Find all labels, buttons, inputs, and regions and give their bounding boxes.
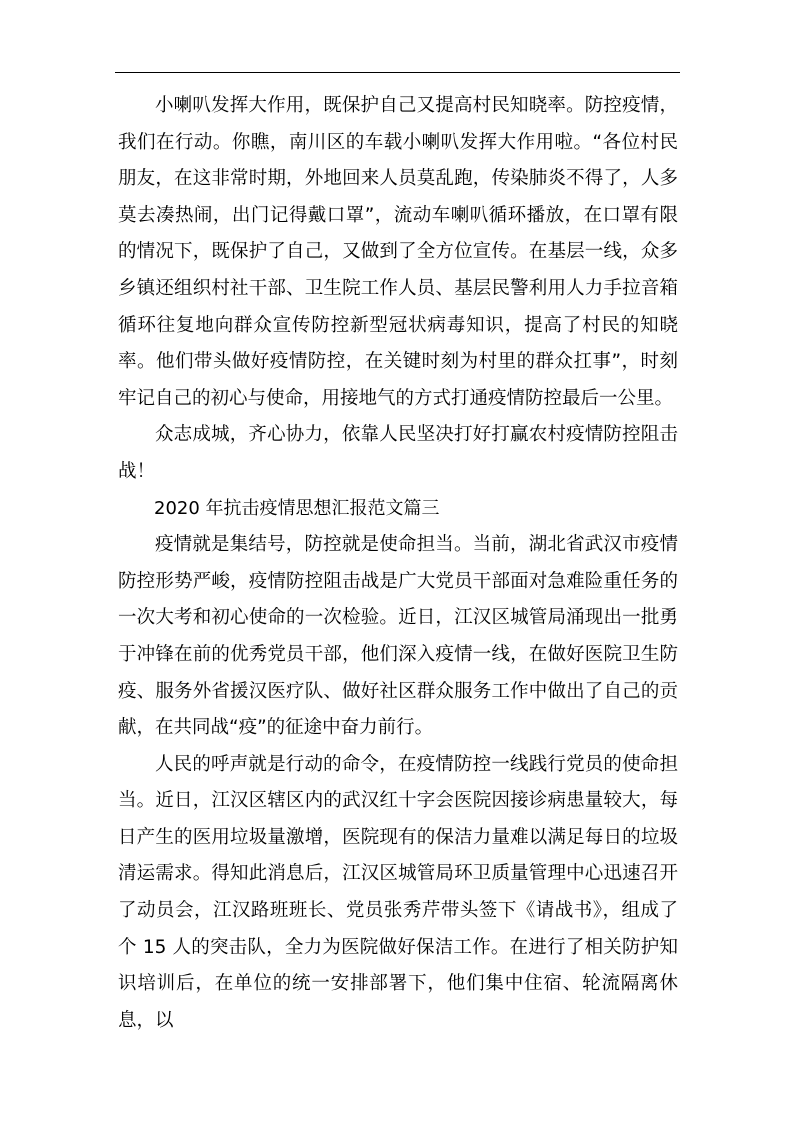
paragraph-assembly: 疫情就是集结号，防控就是使命担当。当前，湖北省武汉市疫情防控形势严峻，疫情防控阻击战是广大党员干部面对急难险重任务的一次大考和初心使命的一次检验。近日，江汉区城管局涌现出一批勇于冲锋在前的优秀党员干部，他们深入疫情一线，在做好医院卫生防疫、服务外省援汉医疗队、做好社区群众服务工作中做出了自己的贡献，在共同战“疫”的征途中奋力前行。 [118,534,678,739]
paragraph-people-call: 人民的呼声就是行动的命令，在疫情防控一线践行党员的使命担当。近日，江汉区辖区内的武汉红十字会医院因接诊病患量较大，每日产生的医用垃圾量激增，医院现有的保洁力量难以满足每日的垃圾清运需求。得知此消息后，江汉区城管局环卫质量管理中心迅速召开了动员会，江汉路班班长、党员张秀芹带头签下《请战书》，组成了个 15 人的突击队，全力为医院做好保洁工作。在进行了相关防护知识培训后，在单位的统一安排部署下，他们集中住宿、轮流隔离休息，以 [118,753,678,1031]
section-heading: 2020 年抗击疫情思想汇报范文篇三 [154,497,440,519]
paragraph-unity: 众志成城，齐心协力，依靠人民坚决打好打赢农村疫情防控阻击战！ [118,424,678,482]
header-rule [115,72,680,73]
document-body [118,88,678,1039]
paragraph-loudspeaker: 小喇叭发挥大作用，既保护自己又提高村民知晓率。防控疫情，我们在行动。你瞧，南川区的车载小喇叭发挥大作用啦。“各位村民朋友，在这非常时期，外地回来人员莫乱跑，传染肺炎不得了，人多莫去凑热闹，出门记得戴口罩”，流动车喇叭循环播放，在口罩有限的情况下，既保护了自己，又做到了全方位宣传。在基层一线，众多乡镇还组织村社干部、卫生院工作人员、基层民警利用人力手拉音箱循环往复地向群众宣传防控新型冠状病毒知识，提高了村民的知晓率。他们带头做好疫情防控，在关键时刻为村里的群众扛事”，时刻牢记自己的初心与使命，用接地气的方式打通疫情防控最后一公里。 [118,95,678,409]
